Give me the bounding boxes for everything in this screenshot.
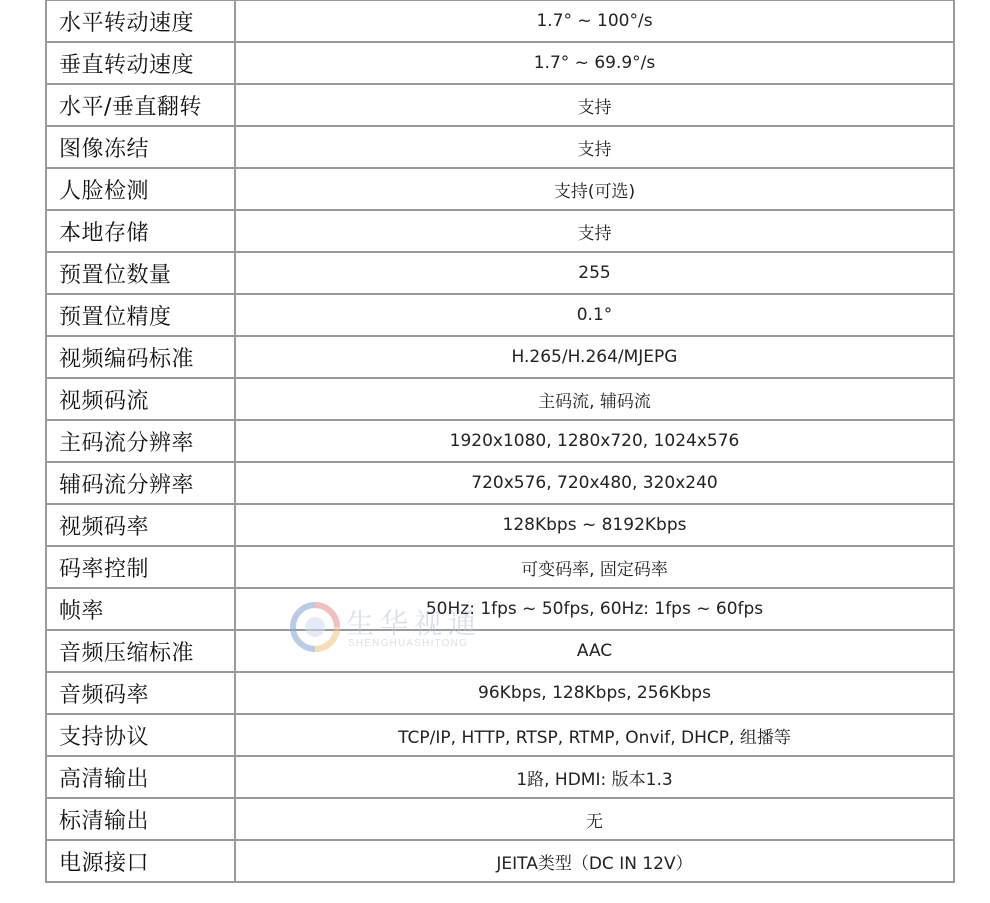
spec-value: 0.1°: [235, 294, 954, 336]
table-row: [46, 126, 954, 168]
spec-value: 支持(可选): [235, 168, 954, 210]
spec-value: 50Hz: 1fps ~ 50fps, 60Hz: 1fps ~ 60fps: [235, 588, 954, 630]
table-row: [46, 672, 954, 714]
spec-value: 128Kbps ~ 8192Kbps: [235, 504, 954, 546]
table-row: [46, 462, 954, 504]
table-row: [46, 210, 954, 252]
spec-value: 720x576, 720x480, 320x240: [235, 462, 954, 504]
table-row: [46, 756, 954, 798]
table-row: [46, 714, 954, 756]
spec-label: 标清输出: [46, 798, 235, 840]
spec-value: 无: [235, 798, 954, 840]
spec-label: 辅码流分辨率: [46, 462, 235, 504]
spec-value: 1920x1080, 1280x720, 1024x576: [235, 420, 954, 462]
spec-label: 视频编码标准: [46, 336, 235, 378]
spec-table: [45, 0, 955, 883]
table-row: [46, 168, 954, 210]
watermark-title: 生华视通: [346, 607, 483, 640]
spec-label: 本地存储: [46, 210, 235, 252]
spec-label: 水平/垂直翻转: [46, 84, 235, 126]
table-row: [46, 798, 954, 840]
spec-label: 预置位数量: [46, 252, 235, 294]
spec-label: 帧率: [46, 588, 235, 630]
table-row: [46, 336, 954, 378]
spec-value: AAC: [235, 630, 954, 672]
table-row: [46, 252, 954, 294]
spec-label: 音频码率: [46, 672, 235, 714]
spec-label: 人脸检测: [46, 168, 235, 210]
spec-value: 支持: [235, 126, 954, 168]
table-row: [46, 588, 954, 630]
spec-label: 预置位精度: [46, 294, 235, 336]
table-row: [46, 378, 954, 420]
spec-value: H.265/H.264/MJEPG: [235, 336, 954, 378]
table-row: [46, 840, 954, 882]
spec-label: 电源接口: [46, 840, 235, 882]
table-row: [46, 0, 954, 42]
spec-value: 支持: [235, 210, 954, 252]
table-row: [46, 546, 954, 588]
spec-value: 96Kbps, 128Kbps, 256Kbps: [235, 672, 954, 714]
spec-label: 码率控制: [46, 546, 235, 588]
spec-value: TCP/IP, HTTP, RTSP, RTMP, Onvif, DHCP, 组播等: [235, 714, 954, 756]
spec-value: 1路, HDMI: 版本1.3: [235, 756, 954, 798]
spec-label: 高清输出: [46, 756, 235, 798]
spec-label: 图像冻结: [46, 126, 235, 168]
table-row: [46, 294, 954, 336]
spec-value: 255: [235, 252, 954, 294]
table-row: [46, 504, 954, 546]
spec-value: 1.7° ~ 69.9°/s: [235, 42, 954, 84]
spec-value: 1.7° ~ 100°/s: [235, 0, 954, 42]
table-row: [46, 84, 954, 126]
spec-label: 垂直转动速度: [46, 42, 235, 84]
spec-value: JEITA类型（DC IN 12V）: [235, 840, 954, 882]
watermark-subtitle: SHENGHUASHITONG: [348, 638, 469, 649]
spec-value: 支持: [235, 84, 954, 126]
spec-value: 主码流, 辅码流: [235, 378, 954, 420]
spec-label: 水平转动速度: [46, 0, 235, 42]
table-row: [46, 42, 954, 84]
spec-label: 音频压缩标准: [46, 630, 235, 672]
spec-label: 视频码流: [46, 378, 235, 420]
table-row: [46, 630, 954, 672]
spec-label: 视频码率: [46, 504, 235, 546]
spec-value: 可变码率, 固定码率: [235, 546, 954, 588]
table-row: [46, 420, 954, 462]
spec-label: 支持协议: [46, 714, 235, 756]
spec-label: 主码流分辨率: [46, 420, 235, 462]
